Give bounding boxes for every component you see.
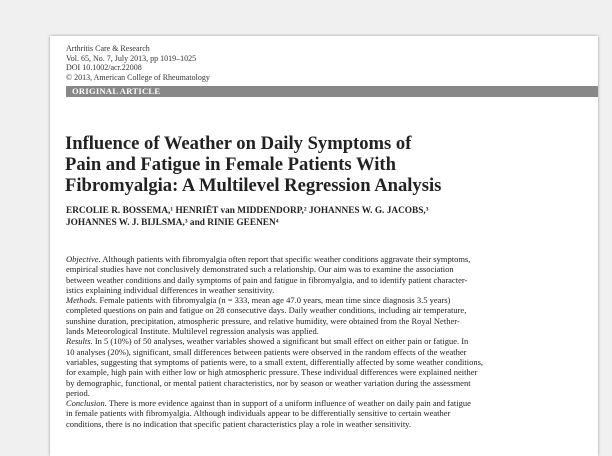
abstract-line: by demographic, functional, or mental patient characteristics, nor by season or weather variation during the assessment: [66, 377, 471, 388]
abstract-line: 10 analyses (20%), significant, small differences between patients were observed in the random effects of the weather: [66, 346, 467, 357]
abstract-line: variables, suggesting that symptoms of patients were, to a small extent, differentially affected by some weather conditions,: [66, 356, 484, 367]
article-page: [50, 36, 598, 456]
abstract-line: istics explaining individual differences in weather sensitivity.: [66, 284, 275, 295]
results-label: Results.: [66, 336, 93, 347]
title-line: Influence of Weather on Daily Symptoms of: [65, 133, 412, 154]
abstract-line: lands Meteorological Institute. Multilevel regression analysis was applied.: [66, 326, 319, 337]
abstract-line: period.: [66, 387, 90, 398]
abstract-methods-line: Methods. Female patients with fibromyalgia (n = 333, mean age 47.0 years, mean time since diagnosis 3.5 years): [66, 295, 451, 306]
title-line: Fibromyalgia: A Multilevel Regression Analysis: [65, 175, 442, 196]
title-line: Pain and Fatigue in Female Patients With: [65, 154, 396, 175]
abstract-line: empirical studies have not conclusively demonstrated such a relationship. Our aim was to examine the association: [66, 264, 454, 275]
journal-header: [66, 44, 210, 82]
abstract: [66, 254, 596, 429]
abstract-objective-line: Objective. Although patients with fibromyalgia often report that specific weather conditions aggravate their symptoms,: [66, 254, 471, 264]
abstract-line: for example, high pain with either low or high atmospheric pressure. These individual differences were explained neither: [66, 367, 478, 378]
journal-doi: DOI 10.1002/acr.22008: [66, 63, 142, 73]
article-title: [65, 133, 585, 196]
author-list: [66, 205, 586, 229]
abstract-line: between weather conditions and daily symptoms of pain and fatigue in fibromyalgia, and to identify patient character-: [66, 274, 468, 285]
abstract-results-line: Results. In 5 (10%) of 50 analyses, weather variables showed a significant but small effect on either pain or fatigue. In: [66, 336, 469, 347]
abstract-line: completed questions on pain and fatigue on 28 consecutive days. Daily weather conditions, including air temperature,: [66, 305, 467, 316]
journal-copyright: © 2013, American College of Rheumatology: [66, 72, 210, 82]
methods-label: Methods.: [66, 295, 98, 306]
journal-name: Arthritis Care & Research: [66, 44, 150, 53]
journal-volume: Vol. 65, No. 7, July 2013, pp 1019–1025: [66, 53, 197, 63]
abstract-line: conditions, there is no indication that specific patient characteristics play a role in weather sensitivity.: [66, 418, 412, 429]
conclusion-label: Conclusion.: [66, 398, 107, 409]
article-type-banner: [66, 86, 598, 97]
author-line: ERCOLIE R. BOSSEMA,¹ HENRIËT van MIDDENDORP,² JOHANNES W. G. JACOBS,³: [66, 206, 429, 216]
objective-label: Objective.: [66, 254, 101, 264]
article-type-label: ORIGINAL ARTICLE: [72, 86, 161, 96]
abstract-line: sunshine duration, precipitation, atmospheric pressure, and relative humidity, were obtained from the Royal Nether-: [66, 315, 460, 326]
abstract-line: in female patients with fibromyalgia. Although individuals appear to be differentially sensitive to certain weather: [66, 408, 451, 419]
author-line: JOHANNES W. J. BIJLSMA,³ and RINIE GEENEN⁴: [66, 218, 279, 228]
abstract-conclusion-line: Conclusion. There is more evidence against than in support of a uniform influence of weather on daily pain and fatigue: [66, 398, 471, 409]
